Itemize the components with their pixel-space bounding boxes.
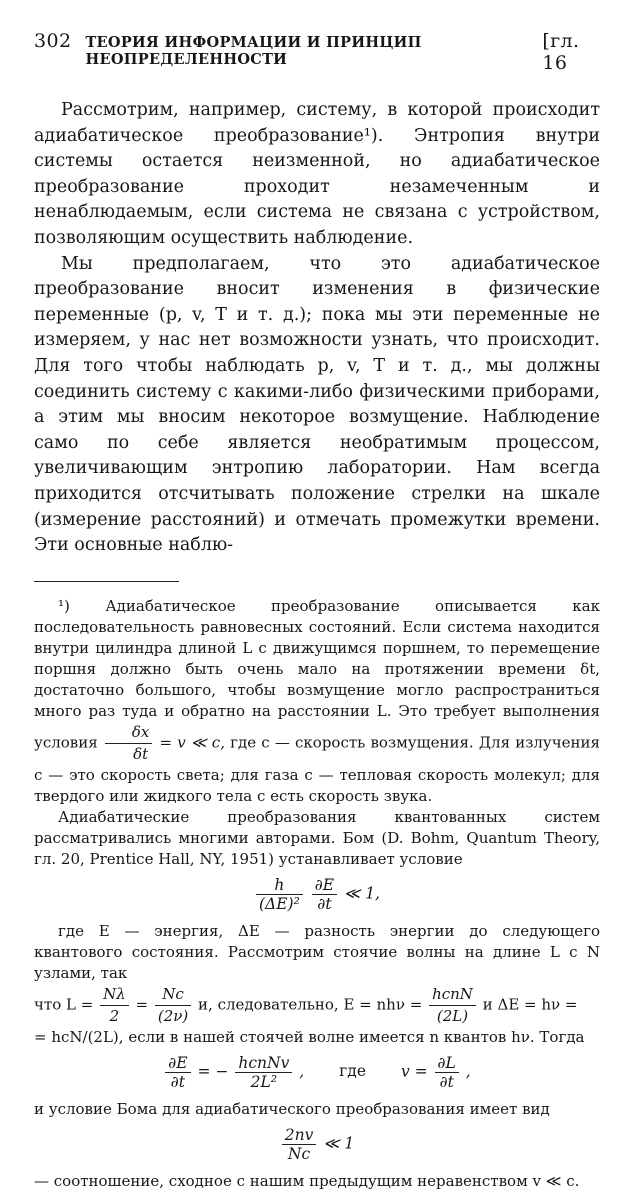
fraction-denominator: Nc	[287, 1144, 311, 1163]
fraction-numerator: h	[256, 876, 303, 895]
fraction-numerator: ∂E	[312, 876, 337, 895]
fraction	[235, 1054, 292, 1091]
footnote-paragraph: — соотношение, сходное с нашим предыдущим неравенством v ≪ c.	[34, 1171, 580, 1190]
equation-text: ,	[299, 1062, 305, 1081]
fraction-numerator: Nc	[155, 984, 191, 1006]
fraction	[429, 984, 476, 1027]
fraction-denominator: (2L)	[436, 1006, 469, 1025]
fraction	[435, 1054, 459, 1091]
equation-text: ,	[465, 1062, 471, 1081]
body-paragraph: Рассмотрим, например, систему, в которой происходит адиабатическое преобразование¹). Энтропия внутри системы остается неизменной, но адиабатическое преобразование проходит незамеченным и ненаблюдаемым, если система не связана с устройством, позволяющим осуществить наблюдение.	[34, 100, 600, 248]
footnote-paragraph: и условие Бома для адиабатического преобразования имеет вид	[34, 1099, 550, 1118]
equation-adiabatic-condition	[34, 1126, 600, 1163]
fraction-denominator: (ΔE)²	[259, 894, 300, 913]
fraction-denominator: 2L²	[250, 1072, 278, 1091]
fraction	[282, 1126, 317, 1163]
equation-text: v =	[400, 1062, 428, 1081]
footnote-divider	[34, 581, 179, 582]
equation-text: = −	[197, 1062, 229, 1081]
fraction-denominator: ∂t	[317, 894, 332, 913]
running-header	[34, 30, 600, 74]
equation-bohm-condition	[34, 876, 600, 913]
fraction-numerator: δx	[105, 722, 153, 744]
fraction-numerator: hcnNv	[235, 1054, 292, 1073]
fraction	[155, 984, 191, 1027]
inline-text: и, следовательно, E = nhν =	[198, 995, 423, 1014]
fraction-denominator: (2ν)	[157, 1006, 189, 1025]
equation-where: где	[339, 1062, 366, 1081]
fraction-denominator: ∂t	[170, 1072, 186, 1091]
fraction	[312, 876, 337, 913]
fraction	[165, 1054, 190, 1091]
footnote-paragraph: = hcN/(2L), если в нашей стоячей волне имеется n квантов hν. Тогда	[34, 1027, 585, 1046]
fraction-denominator: 2	[109, 1006, 120, 1025]
fraction-denominator: ∂t	[439, 1072, 454, 1091]
fraction-numerator: Nλ	[100, 984, 129, 1006]
condition-fraction	[105, 722, 153, 765]
inline-text: =	[135, 995, 149, 1014]
footnote-text: где c — скорость возмущения. Для излучения c — это скорость света; для газа c — тепловая скорость молекул; для твердого или жидкого тела c есть скорость звука.	[34, 733, 600, 805]
equation-rest: ≪ 1	[323, 1134, 355, 1153]
condition-rest: = v ≪ c,	[159, 733, 225, 752]
equation-energy-derivative	[34, 1054, 600, 1091]
footnote	[34, 596, 600, 1192]
fraction-numerator: ∂L	[435, 1054, 459, 1073]
fraction-numerator: hcnN	[429, 984, 476, 1006]
fraction	[256, 876, 303, 913]
footnote-text: ¹) Адиабатическое преобразование описывается как последовательность равновесных состояний. Если система находится внутри цилиндра длиной L с движущимся поршнем, то перемещение поршня должно быть очень мало на протяжении времени δt, достаточно большого, чтобы возмущение могло распространиться много раз туда и обратно на расстоянии L. Это требует выполнения условия	[34, 596, 600, 752]
footnote-paragraph	[34, 596, 600, 807]
inline-text: и ΔE = hν =	[482, 995, 578, 1014]
fraction-denominator: δt	[133, 744, 149, 763]
body-paragraph: Мы предполагаем, что это адиабатическое преобразование вносит изменения в физические переменные (p, v, T и т. д.); пока мы эти переменные не измеряем, у нас нет возможности узнать, что происходит. Для того чтобы наблюдать p, v, T и т. д., мы должны соединить систему с какими-либо физическими приборами, а этим мы вносим некоторое возмущение. Наблюдение само по себе является необратимым процессом, увеличивающим энтропию лаборатории. Нам всегда приходится отсчитывать положение стрелки на шкале (измерение расстояний) и отмечать промежутки времени. Эти основные наблю-	[34, 253, 600, 556]
header-title: ТЕОРИЯ ИНФОРМАЦИИ И ПРИНЦИП НЕОПРЕДЕЛЕННОСТИ	[85, 34, 422, 68]
equation-rest: ≪ 1,	[344, 884, 380, 903]
chapter-ref: [гл. 16	[542, 30, 580, 74]
fraction-numerator: 2nv	[282, 1126, 317, 1145]
footnote-paragraph: Адиабатические преобразования квантованных систем рассматривались многими авторами. Бом (D. Bohm, Quantum Theory, гл. 20, Prentice Hall, NY, 1951) устанавливает условие	[34, 807, 600, 868]
footnote-formula-line	[34, 984, 600, 1027]
footnote-paragraph: где E — энергия, ΔE — разность энергии до следующего квантового состояния. Рассмотрим стоячие волны на длине L с N узлами, так	[34, 921, 600, 982]
fraction-numerator: ∂E	[165, 1054, 190, 1073]
fraction	[100, 984, 129, 1027]
page-number: 302	[34, 30, 72, 52]
inline-text: что L =	[34, 995, 94, 1014]
